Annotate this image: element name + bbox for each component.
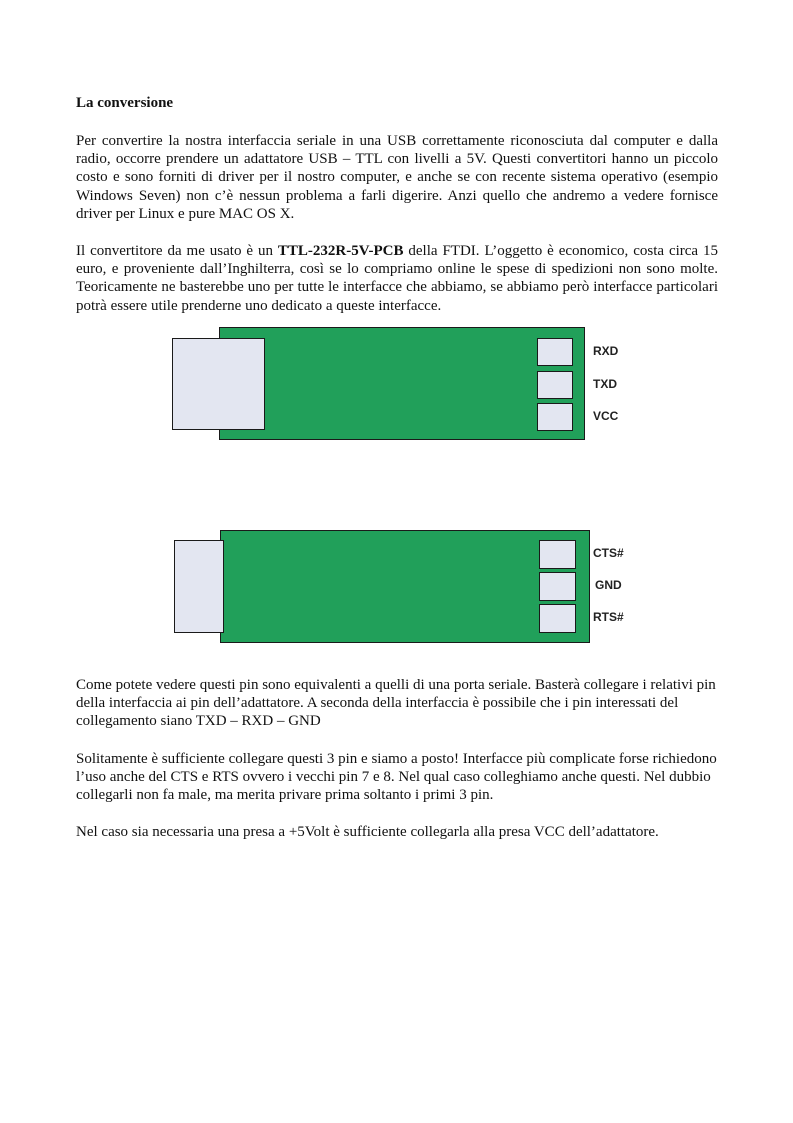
pin-label-cts: CTS# bbox=[593, 546, 624, 560]
product-name: TTL-232R-5V-PCB bbox=[277, 243, 404, 259]
pin-pad-vcc bbox=[537, 403, 573, 431]
pin-pad-txd bbox=[537, 371, 573, 399]
pin-label-rts: RTS# bbox=[593, 610, 624, 624]
pin-label-rxd: RXD bbox=[593, 344, 619, 358]
adapter-diagram-bottom bbox=[174, 530, 654, 645]
pin-label-gnd: GND bbox=[595, 578, 622, 592]
pin-pad-cts bbox=[539, 540, 576, 569]
paragraph-intro: Per convertire la nostra interfaccia seriale in una USB correttamente riconosciuta dal computer e dalla radio, occorre prendere un adattatore USB – TTL con livelli a 5V. Questi convertitori hanno un piccolo costo e sono forniti di driver per il nostro computer, e anche se con recente sistema operativo (esempio Windows Seven) non c’è nessun problema a farli digerire. Anzi quello che andremo a vedere fornisce driver per Linux e pure MAC OS X. bbox=[76, 133, 718, 222]
pin-pad-rxd bbox=[537, 338, 573, 366]
adapter-diagram-top bbox=[172, 327, 652, 442]
pin-pad-rts bbox=[539, 604, 576, 633]
paragraph-converter-text-1: Il convertitore da me usato è un bbox=[76, 243, 278, 259]
paragraph-pins: Come potete vedere questi pin sono equivalenti a quelli di una porta seriale. Basterà collegare i relativi pin della interfaccia ai pin dell’adattatore. A seconda della interfaccia è possibile che i pin interessati del collegamento siano TXD – RXD – GND bbox=[76, 677, 716, 730]
pcb-board-bottom bbox=[220, 530, 590, 643]
paragraph-vcc: Nel caso sia necessaria una presa a +5Volt è sufficiente collegarla alla presa VCC dell’adattatore. bbox=[76, 824, 659, 840]
pin-label-vcc: VCC bbox=[593, 409, 619, 423]
usb-connector-bottom bbox=[174, 540, 224, 633]
pcb-board-top bbox=[219, 327, 585, 440]
paragraph-connection: Solitamente è sufficiente collegare questi 3 pin e siamo a posto! Interfacce più complicate forse richiedono l’uso anche del CTS e RTS ovvero i vecchi pin 7 e 8. Nel qual caso colleghiamo anche questi. Nel dubbio collegarli non fa male, ma merita privare prima soltanto i primi 3 pin. bbox=[76, 751, 717, 804]
section-heading: La conversione bbox=[76, 95, 174, 111]
paragraph-converter-text-2: della FTDI. L’oggetto è economico, costa circa 15 euro, e proveniente dall’Inghilterra, così se lo compriamo online le spese di spedizioni non sono molte. Teoricamente ne basterebbe uno per tutte le interfacce che abbiamo, se abbiamo però interfacce particolari potrà essere utile prenderne uno dedicato a queste interfacce. bbox=[76, 243, 718, 314]
pin-label-txd: TXD bbox=[593, 377, 617, 391]
usb-connector-top bbox=[172, 338, 265, 430]
pin-pad-gnd bbox=[539, 572, 576, 601]
paragraph-converter bbox=[76, 242, 718, 315]
